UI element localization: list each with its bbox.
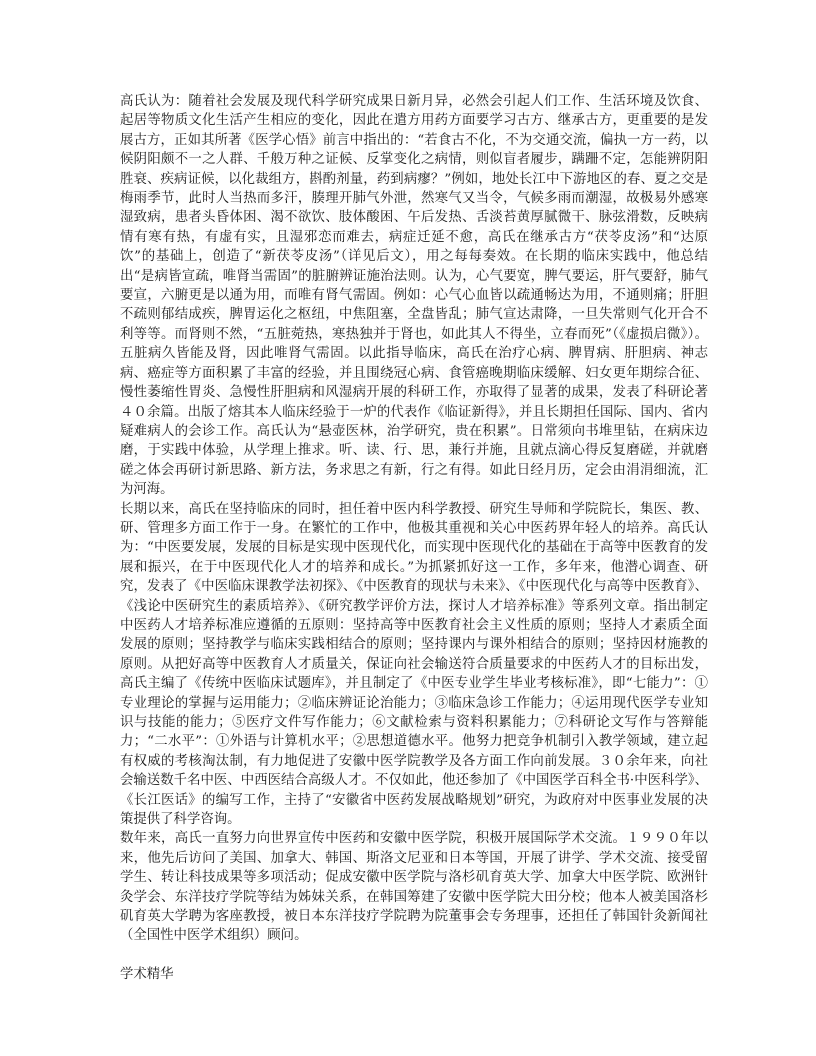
paragraph-international-exchange: 数年来，高氏一直努力向世界宣传中医药和安徽中医学院，积极开展国际学术交流。１９９０年以来，他先后访问了美国、加拿大、韩国、斯洛文尼亚和日本等国，开展了讲学、学术交流、接受留学生、转让科技成果等多项活动；促成安徽中医学院与洛杉矶育英大学、加拿大中医学院、欧洲针灸学会、东洋技疗学院等结为姊妹关系，在韩国筹建了安徽中医学院大田分校；他本人被美国洛杉矶育英大学聘为客座教授，被日本东洋技疗学院聘为院董事会专务理事，还担任了韩国针灸新闻社（全国性中医学术组织）顾问。 [120, 831, 708, 944]
section-heading: 学术精华 [120, 966, 174, 982]
document-page [120, 92, 708, 984]
paragraph-education-work: 长期以来，高氏在坚持临床的同时，担任着中医内科学教授、研究生导师和学院院长，集医、教、研、管理多方面工作于一身。在繁忙的工作中，他极其重视和关心中医药界年轻人的培养。高氏认为：“中医要发展，发展的目标是实现中医现代化，而实现中医现代化的基础在于高等中医教育的发展和振兴，在于中医现代化人才的培养和成长。”为抓紧抓好这一工作，多年来，他潜心调查、研究，发表了《中医临床课教学法初探》、《中医教育的现状与未来》、《中医现代化与高等中医教育》、《浅论中医研究生的素质培养》、《研究教学评价方法，探讨人才培养标准》等系列文章。指出制定中医药人才培养标准应遵循的五原则：坚持高等中医教育社会主义性质的原则；坚持人才素质全面发展的原则；坚持教学与临床实践相结合的原则；坚持课内与课外相结合的原则；坚持因材施教的原则。从把好高等中医教育人才质量关，保证向社会输送符合质量要求的中医药人才的目标出发，高氏主编了《传统中医临床试题库》，并且制定了《中医专业学生毕业考核标准》，即“七能力”：①专业理论的掌握与运用能力；②临床辨证论治能力；③临床急诊工作能力；④运用现代医学专业知识与技能的能力；⑤医疗文件写作能力；⑥文献检索与资料积累能力；⑦科研论文写作与答辩能力；“二水平”：①外语与计算机水平；②思想道德水平。他努力把竞争机制引入教学领域，建立起有权威的考核淘汰制，有力地促进了安徽中医学院教学及各方面工作向前发展。３０余年来，向社会输送数千名中医、中西医结合高级人才。不仅如此，他还参加了《中国医学百科全书·中医科学》、《长江医话》的编写工作，主持了“安徽省中医药发展战略规划”研究，为政府对中医事业发展的决策提供了科学咨询。 [120, 501, 708, 828]
paragraph-clinical-philosophy: 高氏认为：随着社会发展及现代科学研究成果日新月异，必然会引起人们工作、生活环境及饮食、起居等物质文化生活产生相应的变化，因此在遣方用药方面要学习古方、继承古方，更重要的是发展古方，正如其所著《医学心悟》前言中指出的：“若食古不化，不为交通交流，偏执一方一药，以候阴阳颇不一之人群、千般万种之证候、反掌变化之病情，则似盲者履步，蹒跚不定，怎能辨阴阳胜衰、疾病证候，以化裁组方，斟酌剂量，药到病瘳？”例如，地处长江中下游地区的春、夏之交是梅雨季节，此时人当热而多汗，腠理开肺气外泄，然寒气又当令，气候多雨而潮湿，故极易外感寒湿致病，患者头昏体困、渴不欲饮、肢体酸困、午后发热、舌淡苔黄厚腻微干、脉弦滑数，反映病情有寒有热，有虚有实，且湿邪恋而难去，病症迁延不愈，高氏在继承古方“茯苓皮汤”和“达原饮”的基础上，创造了“新茯苓皮汤”（详见后文），用之每每奏效。在长期的临床实践中，他总结出“是病皆宣疏，唯肾当需固”的脏腑辨证施治法则。认为，心气要宽，脾气要运，肝气要舒，肺气要宣，六腑更是以通为用，而唯有肾气需固。例如：心气心血皆以疏通畅达为用，不通则痛；肝胆不疏则郁结成疾，脾胃运化之枢纽，中焦阻塞，全盘皆乱；肺气宣达肃降，一旦失常则气化开合不利等等。而肾则不然，“五脏菀热，寒热独并于肾也，如此其人不得坐，立春而死”（《虚损启微》）。五脏病久皆能及肾，因此唯肾气需固。以此指导临床，高氏在治疗心病、脾胃病、肝胆病、神志病、癌症等方面积累了丰富的经验，并且围绕冠心病、食管癌晚期临床缓解、妇女更年期综合征、慢性萎缩性胃炎、急慢性肝胆病和风湿病开展的科研工作，亦取得了显著的成果，发表了科研论著４０余篇。出版了熔其本人临床经验于一炉的代表作《临证新得》，并且长期担任国际、国内、省内疑难病人的会诊工作。高氏认为“悬壶医林，治学研究，贵在积累”。日常须向书堆里钻，在病床边磨，于实践中体验，从学理上推求。听、读、行、思，兼行并施，且就点滴心得反复磨磋，并就磨磋之体会再研讨新思路、新方法，务求思之有新，行之有得。如此日经月历，定会由涓涓细流，汇为河海。 [120, 94, 708, 498]
